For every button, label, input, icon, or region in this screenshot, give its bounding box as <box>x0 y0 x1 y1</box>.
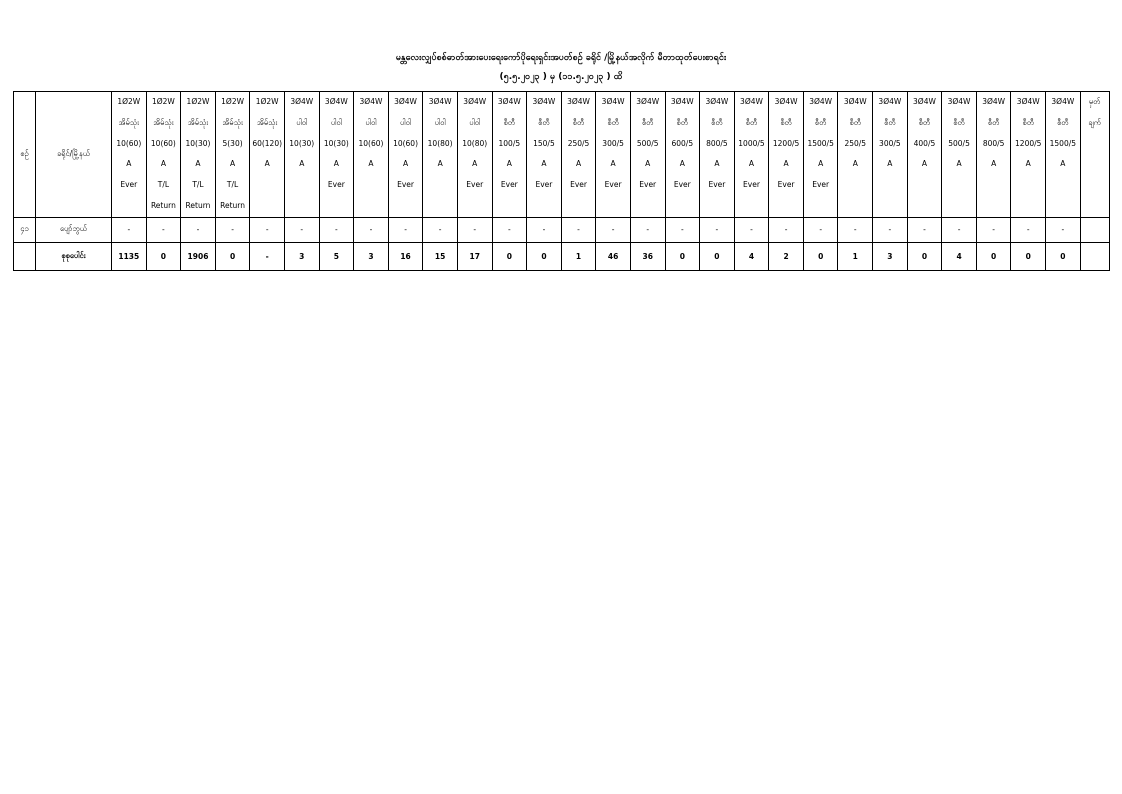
header-meter-line <box>562 196 596 217</box>
total-value: 36 <box>630 242 665 270</box>
header-meter-line: 3Ø4W <box>463 97 487 106</box>
cell-value: - <box>146 217 181 242</box>
cell-value: - <box>665 217 700 242</box>
header-meter-type <box>146 92 181 218</box>
header-meter-line: စီတီ <box>641 117 654 127</box>
total-value: 3 <box>354 242 389 270</box>
header-meter-type <box>630 92 665 218</box>
header-meter-line: 1Ø2W <box>255 97 279 106</box>
cell-value: - <box>319 217 354 242</box>
header-meter-line: စီတီ <box>987 117 1000 127</box>
header-meter-line: Ever <box>570 180 587 190</box>
header-meter-line <box>285 196 319 217</box>
header-meter-line <box>1046 196 1080 217</box>
cell-value: - <box>215 217 250 242</box>
header-meter-line: ပါဝါ <box>365 117 377 127</box>
total-value: 15 <box>423 242 458 270</box>
cell-value: - <box>976 217 1011 242</box>
header-meter-line <box>908 196 942 217</box>
header-meter-type <box>596 92 631 218</box>
total-value: 3 <box>284 242 319 270</box>
header-meter-line: A <box>748 159 755 169</box>
header-meter-line <box>873 196 907 217</box>
header-meter-line: 1200/5 <box>1015 138 1042 148</box>
header-meter-line: 3Ø4W <box>947 97 971 106</box>
cell-value: - <box>907 217 942 242</box>
total-value: 0 <box>1046 242 1081 270</box>
header-meter-line: Ever <box>327 180 345 190</box>
header-meter-line: စီတီ <box>884 117 896 127</box>
total-value: 4 <box>734 242 769 270</box>
header-meter-line <box>354 196 388 217</box>
header-meter-line <box>666 196 700 217</box>
total-label: စုစုပေါင်း <box>36 242 112 270</box>
report-date-range: (၅.၅.၂၀၂၃ ) မှ (၁၁.၅.၂၀၂၃ ) ထိ <box>499 72 623 82</box>
total-value: 1135 <box>112 242 147 270</box>
header-meter-line: 3Ø4W <box>532 97 556 106</box>
header-meter-line: A <box>541 159 547 169</box>
header-meter-line: 5(30) <box>222 138 243 148</box>
header-meter-line: 150/5 <box>533 138 555 148</box>
header-meter-line: Ever <box>535 180 553 190</box>
header-meter-line <box>1011 175 1045 196</box>
header-meter-line <box>1046 175 1080 196</box>
header-meter-line: 10(60) <box>393 138 419 148</box>
cell-remark <box>1080 217 1109 242</box>
cell-value: - <box>803 217 838 242</box>
header-meter-line: T/L <box>157 180 170 190</box>
header-meter-type <box>700 92 735 218</box>
total-row <box>14 242 1110 270</box>
header-meter-line: 3Ø4W <box>913 97 936 106</box>
total-value: 0 <box>976 242 1011 270</box>
cell-value: - <box>457 217 492 242</box>
header-meter-line <box>493 196 527 217</box>
total-value: - <box>250 242 285 270</box>
header-meter-line: A <box>126 159 132 169</box>
header-meter-line <box>320 196 354 217</box>
header-meter-line: စီတီ <box>953 117 965 127</box>
header-meter-line: 3Ø4W <box>497 97 521 106</box>
header-meter-line: ပါဝါ <box>400 117 412 127</box>
header-remark-line: မှတ် <box>1088 97 1101 106</box>
header-meter-line: 3Ø4W <box>878 97 902 106</box>
header-meter-line <box>423 175 457 196</box>
header-meter-line: ပါဝါ <box>469 117 481 127</box>
total-value: 0 <box>803 242 838 270</box>
header-meter-line: 3Ø4W <box>670 97 694 106</box>
header-meter-line: A <box>818 159 824 169</box>
header-meter-line: A <box>887 159 893 169</box>
header-meter-type <box>492 92 527 218</box>
total-value: 0 <box>700 242 735 270</box>
header-meter-line: 1000/5 <box>738 138 765 148</box>
header-meter-line: 10(30) <box>289 138 315 148</box>
total-value: 2 <box>769 242 804 270</box>
header-meter-line: 3Ø4W <box>809 97 833 106</box>
header-meter-line: 400/5 <box>913 138 936 148</box>
header-meter-line: 1200/5 <box>772 138 800 148</box>
header-meter-line: 1Ø2W <box>186 97 210 106</box>
header-meter-line: A <box>575 159 582 169</box>
header-remark-line: ချက် <box>1088 117 1101 127</box>
report-title: မန္တလေးလျှပ်စစ်ဓာတ်အားပေးရေးကော်ပိုရေးရှင်းအပတ်စဉ် ခရိုင် /မြို့နယ်အလိုက် မီတာထုတ်ပေးစာရင်း <box>395 53 727 63</box>
header-meter-line: 10(30) <box>323 138 349 148</box>
header-meter-line: 250/5 <box>567 138 590 148</box>
header-meter-line: A <box>368 159 374 169</box>
header-meter-line: A <box>610 159 616 169</box>
header-meter-line: Ever <box>673 180 691 190</box>
header-meter-line: စီတီ <box>1057 117 1069 127</box>
header-meter-line: စီတီ <box>780 117 792 127</box>
header-meter-line <box>250 196 284 217</box>
header-meter-line: A <box>679 159 685 169</box>
header-meter-line: A <box>472 159 478 169</box>
header-meter-line: 3Ø4W <box>1016 97 1040 106</box>
header-meter-line: စီတီ <box>538 117 550 127</box>
header-meter-line <box>838 175 872 196</box>
header-meter-line: Ever <box>466 180 484 190</box>
header-meter-line <box>908 175 942 196</box>
header-meter-type <box>873 92 908 218</box>
header-meter-line: ပါဝါ <box>330 117 342 127</box>
header-meter-line <box>838 196 872 217</box>
cell-value: - <box>181 217 216 242</box>
total-value: 16 <box>388 242 423 270</box>
header-meter-line: 1500/5 <box>807 138 834 148</box>
header-meter-line: Ever <box>500 180 518 190</box>
header-serial: စဉ် <box>14 92 36 218</box>
header-meter-type <box>388 92 423 218</box>
cell-value: - <box>700 217 735 242</box>
header-meter-line: A <box>402 159 409 169</box>
cell-value: - <box>561 217 596 242</box>
cell-value: - <box>630 217 665 242</box>
header-meter-line: 1Ø2W <box>221 97 245 106</box>
header-meter-line: 500/5 <box>636 138 659 148</box>
header-meter-line <box>942 196 976 217</box>
header-meter-line <box>354 175 388 196</box>
header-meter-line: 3Ø4W <box>359 97 383 106</box>
cell-value: - <box>492 217 527 242</box>
header-meter-line: 60(120) <box>252 138 283 148</box>
header-meter-type <box>112 92 147 218</box>
header-meter-type <box>354 92 389 218</box>
header-meter-line: 3Ø4W <box>428 97 452 106</box>
header-meter-type <box>1011 92 1046 218</box>
header-meter-line: 1Ø2W <box>151 97 175 106</box>
cell-value: - <box>354 217 389 242</box>
header-meter-line: အိမ်သုံး <box>222 117 243 127</box>
header-meter-line: 1500/5 <box>1049 138 1077 148</box>
header-meter-type <box>665 92 700 218</box>
total-value: 0 <box>665 242 700 270</box>
total-value: 17 <box>457 242 492 270</box>
total-value: 0 <box>907 242 942 270</box>
cell-value: - <box>734 217 769 242</box>
header-meter-line: အိမ်သုံး <box>257 117 278 127</box>
header-meter-line: 3Ø4W <box>843 97 867 106</box>
cell-serial: ၄၁ <box>14 217 36 242</box>
header-meter-line: A <box>506 159 512 169</box>
header-meter-line: 3Ø4W <box>567 97 590 106</box>
header-meter-type <box>561 92 596 218</box>
header-meter-line <box>1011 196 1045 217</box>
header-meter-line: A <box>991 159 997 169</box>
header-meter-line: Ever <box>604 180 622 190</box>
header-meter-line: A <box>437 159 443 169</box>
cell-value: - <box>388 217 423 242</box>
header-meter-line: ပါဝါ <box>296 117 308 127</box>
header-meter-line: A <box>714 159 720 169</box>
header-meter-type <box>250 92 285 218</box>
header-meter-line: Ever <box>812 180 830 190</box>
meter-issue-table <box>13 91 1110 271</box>
header-meter-line: အိမ်သုံး <box>187 117 209 127</box>
cell-value: - <box>112 217 147 242</box>
header-meter-line: Ever <box>120 180 138 190</box>
total-value: 5 <box>319 242 354 270</box>
header-meter-line: စီတီ <box>572 117 585 127</box>
cell-value: - <box>250 217 285 242</box>
header-meter-line: A <box>852 159 858 169</box>
header-meter-line: A <box>160 159 166 169</box>
header-meter-line <box>700 196 734 217</box>
cell-value: - <box>1046 217 1081 242</box>
header-meter-line: 10(60) <box>150 138 176 148</box>
total-value: 0 <box>492 242 527 270</box>
header-meter-line: စီတီ <box>849 117 862 127</box>
header-meter-line: စီတီ <box>711 117 723 127</box>
total-value: 3 <box>873 242 908 270</box>
header-meter-line: စီတီ <box>1022 117 1034 127</box>
total-value: 1 <box>838 242 873 270</box>
header-meter-line: အိမ်သုံး <box>118 117 139 127</box>
header-meter-line: 3Ø4W <box>601 97 625 106</box>
header-meter-line: 10(80) <box>427 138 453 148</box>
header-meter-line: A <box>956 159 962 169</box>
header-meter-type <box>907 92 942 218</box>
header-meter-line: 1Ø2W <box>117 97 141 106</box>
cell-value: - <box>527 217 562 242</box>
header-meter-line: စီတီ <box>814 117 827 127</box>
header-meter-type <box>423 92 458 218</box>
header-meter-line: 3Ø4W <box>705 97 729 106</box>
header-meter-type <box>1046 92 1081 218</box>
header-meter-line <box>977 196 1011 217</box>
header-meter-line: Return <box>150 200 176 210</box>
header-meter-line: စီတီ <box>676 117 689 127</box>
header-meter-line: Ever <box>743 180 760 190</box>
header-meter-line: A <box>1025 159 1031 169</box>
header-meter-line: T/L <box>226 180 239 190</box>
header-meter-line: 3Ø4W <box>324 97 348 106</box>
header-meter-line: 3Ø4W <box>290 97 314 106</box>
cell-value: - <box>838 217 873 242</box>
header-meter-type <box>769 92 804 218</box>
header-meter-type <box>181 92 216 218</box>
header-meter-line: 3Ø4W <box>774 97 798 106</box>
header-meter-line <box>458 196 492 217</box>
header-meter-type <box>838 92 873 218</box>
header-meter-line: Return <box>185 200 211 210</box>
header-meter-line: A <box>264 159 270 169</box>
header-meter-line: 800/5 <box>982 138 1005 148</box>
header-meter-line: A <box>645 159 651 169</box>
header-meter-type <box>527 92 562 218</box>
header-remark <box>1080 92 1109 218</box>
total-value: 0 <box>1011 242 1046 270</box>
header-meter-line: Ever <box>708 180 726 190</box>
header-meter-line: 500/5 <box>948 138 970 148</box>
total-value: 0 <box>215 242 250 270</box>
header-meter-line: ပါဝါ <box>434 117 446 127</box>
header-meter-line <box>873 175 907 196</box>
header-meter-type <box>976 92 1011 218</box>
header-meter-line: စီတီ <box>607 117 619 127</box>
header-meter-line: T/L <box>192 180 204 190</box>
header-meter-line <box>804 196 838 217</box>
header-meter-type <box>215 92 250 218</box>
cell-value: - <box>942 217 977 242</box>
cell-township: ပျော်ဘွယ် <box>36 217 112 242</box>
cell-value: - <box>596 217 631 242</box>
header-meter-line: 600/5 <box>671 138 694 148</box>
header-meter-type <box>284 92 319 218</box>
header-meter-type <box>734 92 769 218</box>
header-meter-line: 300/5 <box>602 138 624 148</box>
header-meter-line: A <box>1060 159 1066 169</box>
total-remark <box>1080 242 1109 270</box>
header-meter-line: 10(60) <box>116 138 142 148</box>
header-meter-line: A <box>921 159 928 169</box>
total-value: 0 <box>527 242 562 270</box>
header-meter-line: စီတီ <box>745 117 758 127</box>
header-meter-line <box>250 175 284 196</box>
header-meter-line: 3Ø4W <box>740 97 763 106</box>
header-meter-line <box>423 196 457 217</box>
header-meter-line <box>735 196 769 217</box>
header-meter-line: 10(80) <box>462 138 488 148</box>
header-meter-line: Ever <box>397 180 414 190</box>
header-meter-line: 250/5 <box>844 138 867 148</box>
header-meter-line: Return <box>220 200 246 210</box>
header-meter-line: A <box>195 159 201 169</box>
header-meter-type <box>803 92 838 218</box>
header-meter-line: 10(60) <box>358 138 384 148</box>
header-meter-line: Ever <box>777 180 795 190</box>
total-value: 0 <box>146 242 181 270</box>
header-meter-line: 10(30) <box>185 138 211 148</box>
total-value: 1 <box>561 242 596 270</box>
header-meter-line: စီတီ <box>918 117 931 127</box>
header-meter-type <box>457 92 492 218</box>
header-row <box>14 92 1110 218</box>
cell-value: - <box>423 217 458 242</box>
total-value: 1906 <box>181 242 216 270</box>
header-meter-line: 800/5 <box>706 138 728 148</box>
cell-value: - <box>284 217 319 242</box>
header-township: ခရိုင်/မြို့နယ် <box>36 92 112 218</box>
header-meter-type <box>942 92 977 218</box>
header-meter-line: A <box>299 159 305 169</box>
header-meter-line: A <box>230 159 236 169</box>
cell-value: - <box>1011 217 1046 242</box>
header-meter-line: 100/5 <box>498 138 521 148</box>
header-meter-line <box>527 196 561 217</box>
header-meter-line <box>389 196 423 217</box>
total-value: 46 <box>596 242 631 270</box>
header-meter-line: စီတီ <box>503 117 516 127</box>
header-meter-line: အိမ်သုံး <box>153 117 174 127</box>
cell-value: - <box>873 217 908 242</box>
header-meter-line <box>769 196 803 217</box>
header-meter-line: A <box>783 159 789 169</box>
header-meter-line: 3Ø4W <box>1051 97 1075 106</box>
header-meter-line <box>285 175 319 196</box>
header-meter-line: 3Ø4W <box>394 97 417 106</box>
cell-value: - <box>769 217 804 242</box>
header-meter-line: A <box>333 159 339 169</box>
total-value: 4 <box>942 242 977 270</box>
header-meter-line <box>631 196 665 217</box>
header-meter-line: 3Ø4W <box>636 97 660 106</box>
table-row <box>14 217 1110 242</box>
header-meter-line: Ever <box>639 180 657 190</box>
header-meter-line <box>596 196 630 217</box>
header-meter-line <box>112 196 146 217</box>
total-serial <box>14 242 36 270</box>
header-meter-line <box>977 175 1011 196</box>
header-meter-line: 3Ø4W <box>982 97 1006 106</box>
header-meter-type <box>319 92 354 218</box>
header-meter-line: 300/5 <box>879 138 901 148</box>
header-meter-line <box>942 175 976 196</box>
